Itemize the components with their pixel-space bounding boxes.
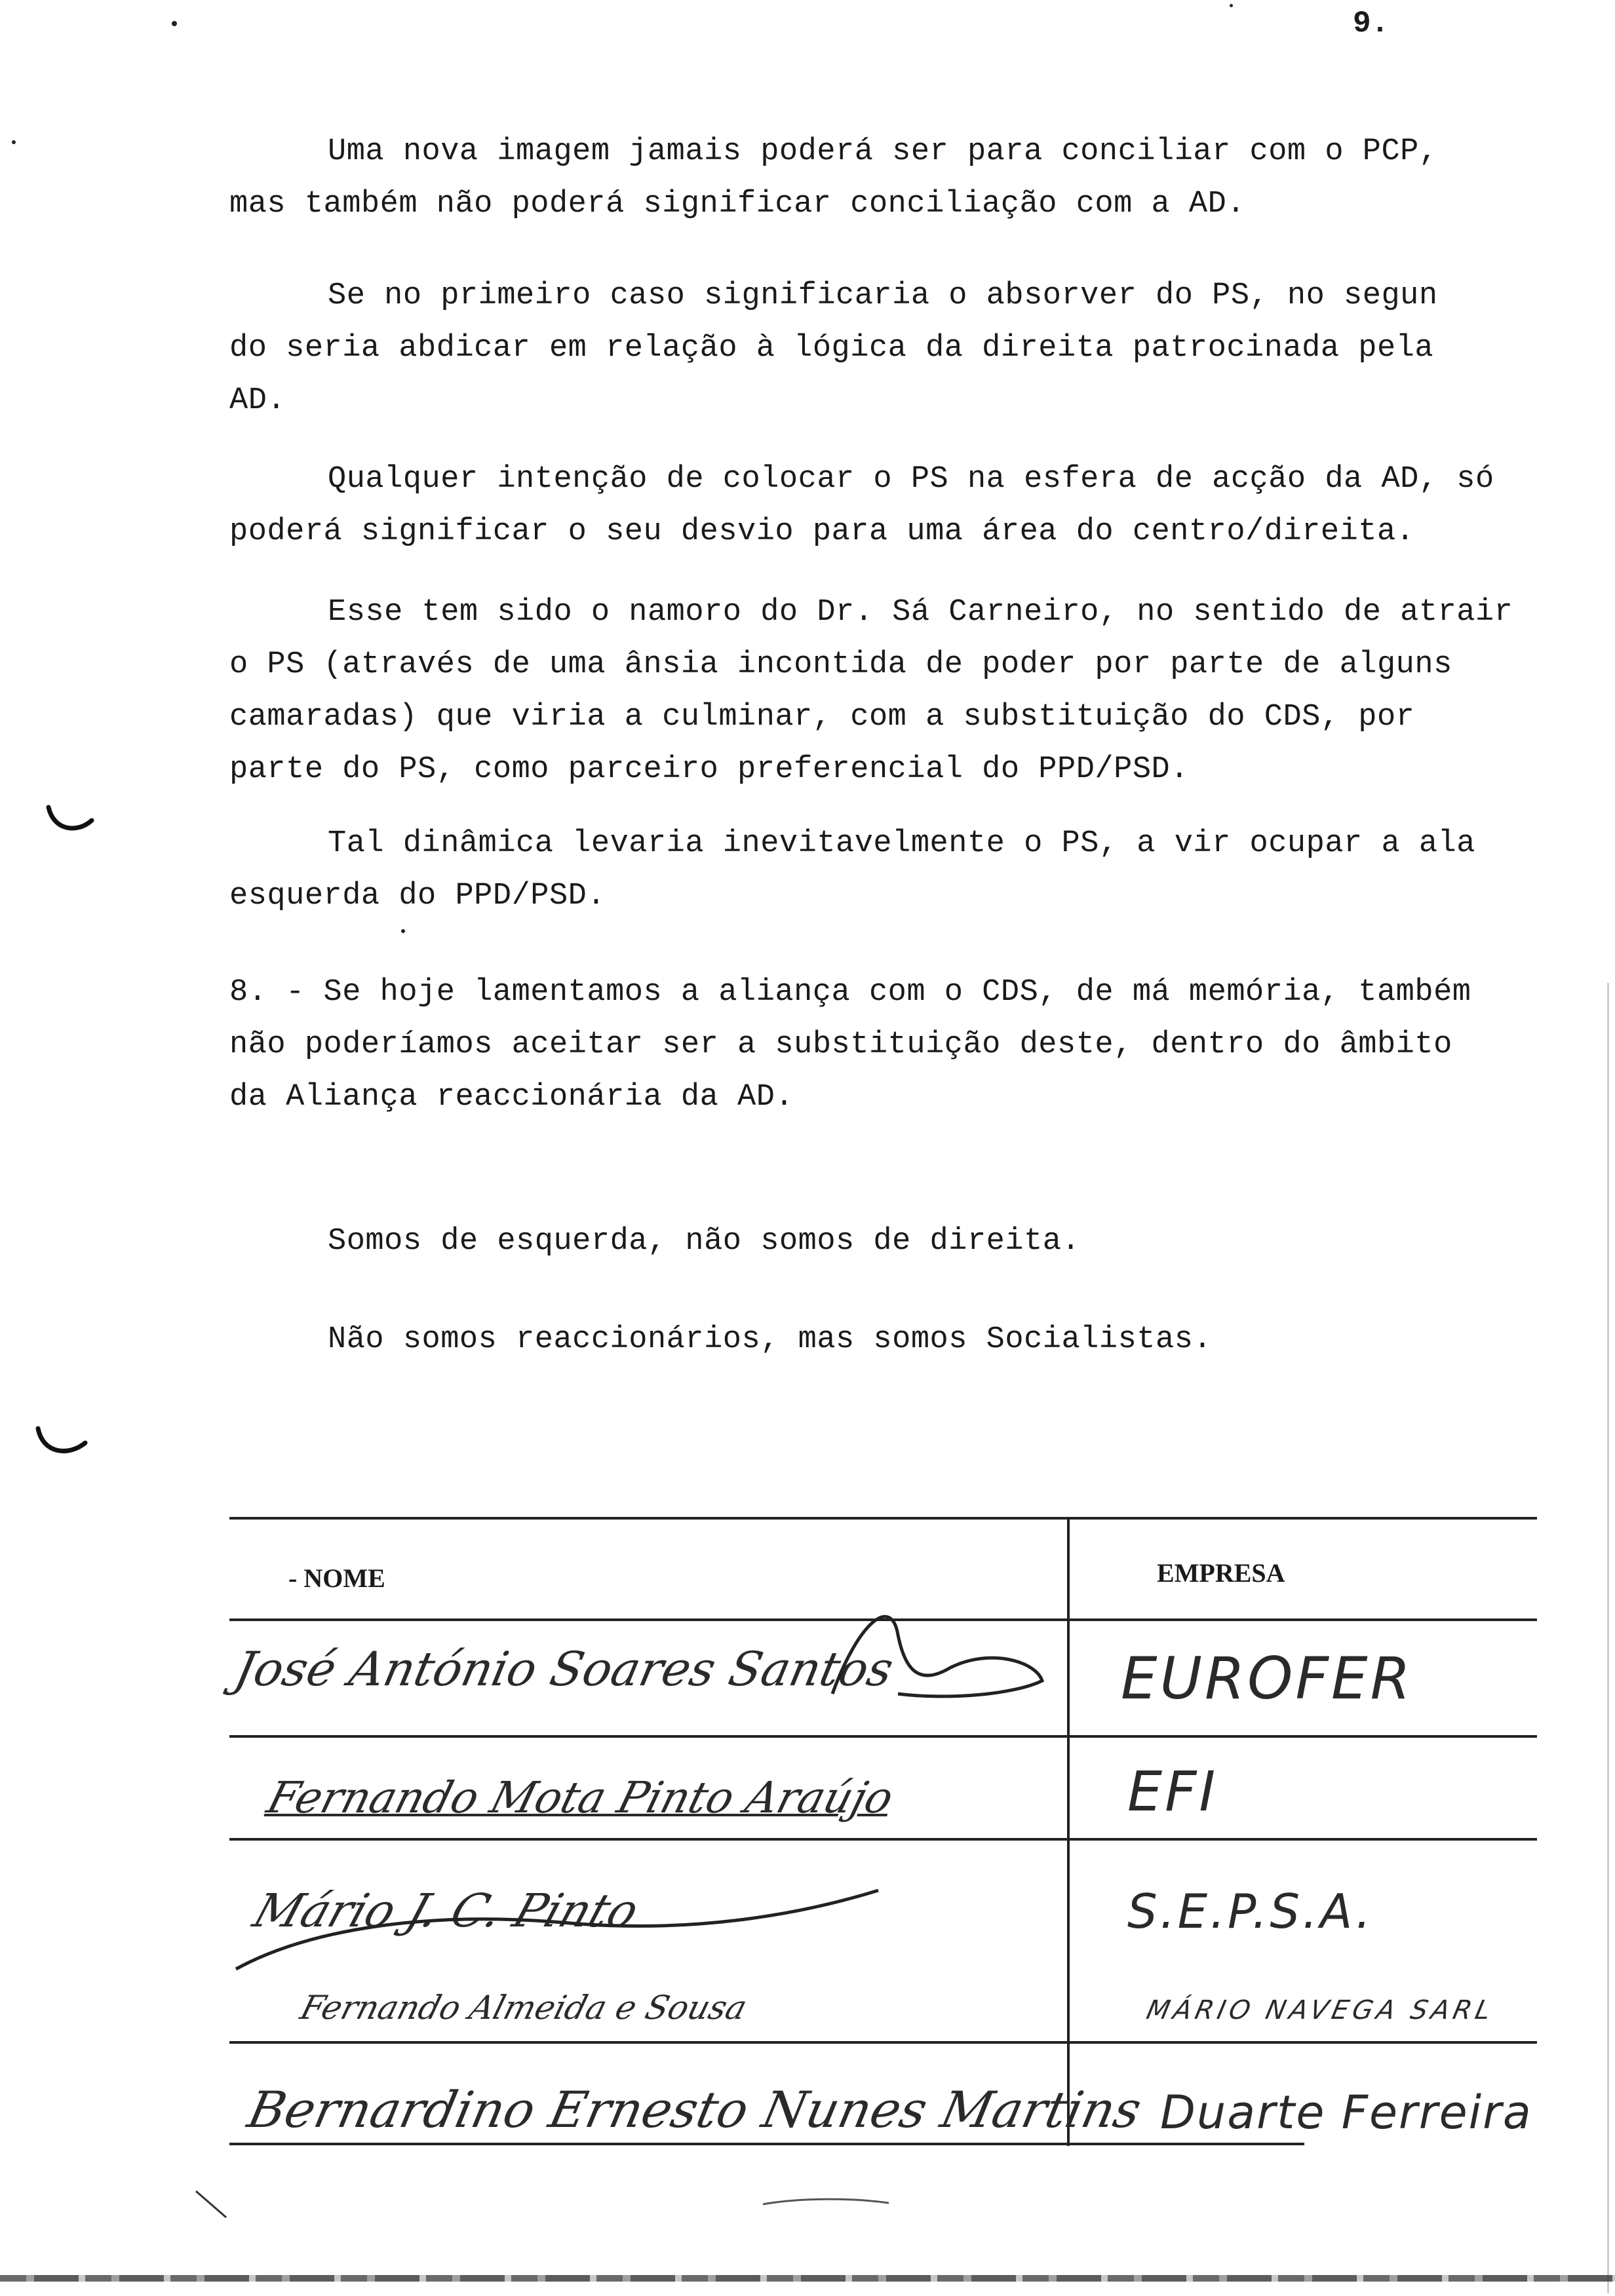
scan-dot xyxy=(1230,4,1233,7)
paragraph-pcp: Uma nova imagem jamais poderá ser para conciliar com o PCP, mas também não poderá significar conciliação com a AD. xyxy=(229,134,1438,221)
scan-dot xyxy=(172,21,177,26)
company-name: Duarte Ferreira xyxy=(1160,2086,1532,2139)
table-rule xyxy=(229,2041,1537,2044)
header-company: EMPRESA xyxy=(1157,1558,1285,1588)
company-name: EFI xyxy=(1127,1759,1218,1824)
paragraph-primeiro-caso: Se no primeiro caso significaria o absorver do PS, no segun do seria abdicar em relação à lógica da direita patrocinada pela AD. xyxy=(229,278,1438,418)
company-name: MÁRIO NAVEGA SARL xyxy=(1144,1995,1498,2025)
table-column-divider xyxy=(1067,1517,1070,2146)
table-rule xyxy=(229,1735,1537,1738)
signature-name: Fernando Almeida e Sousa xyxy=(296,1989,751,2027)
table-rule xyxy=(229,1838,1537,1841)
scan-dot xyxy=(401,929,405,933)
margin-mark-icon xyxy=(34,1426,89,1461)
scan-stroke-icon xyxy=(193,2189,233,2221)
signature-name: Mário J. C. Pinto xyxy=(246,1884,646,1938)
header-name: - NOME xyxy=(288,1563,385,1593)
company-name: EUROFER xyxy=(1121,1645,1413,1712)
scan-edge xyxy=(0,2275,1615,2282)
paragraph-intencao: Qualquer intenção de colocar o PS na esfera de acção da AD, só poderá significar o seu desvio para uma área do centro/direita. xyxy=(229,462,1494,549)
scan-dot xyxy=(12,140,16,144)
page-number: 9. xyxy=(1353,7,1390,41)
table-rule xyxy=(229,2143,1304,2145)
table-rule xyxy=(229,1517,1537,1520)
signature-flourish-icon xyxy=(229,1851,885,1982)
paragraph-dinamica: Tal dinâmica levaria inevitavelmente o PS, a vir ocupar a ala esquerda do PPD/PSD. xyxy=(229,826,1475,913)
signature-name: Fernando Mota Pinto Araújo xyxy=(262,1772,899,1823)
paragraph-ponto-8: 8. - Se hoje lamentamos a aliança com o CDS, de má memória, também não poderíamos aceitar ser a substituição deste, dentro do âmbito da Aliança reaccionária da AD. xyxy=(229,975,1471,1115)
signature-flourish-icon xyxy=(819,1596,1055,1727)
margin-mark-icon xyxy=(45,805,97,837)
scan-edge xyxy=(1607,983,1609,2293)
signature-name: José António Soares Santos xyxy=(230,1641,899,1696)
paragraph-socialistas: Não somos reaccionários, mas somos Socialistas. xyxy=(328,1322,1213,1357)
scan-stroke-icon xyxy=(760,2195,891,2208)
signature-name: Bernardino Ernesto Nunes Martins xyxy=(243,2080,1147,2139)
company-name: S.E.P.S.A. xyxy=(1127,1884,1374,1939)
signature-table xyxy=(229,1517,1537,2146)
paragraph-namoro: Esse tem sido o namoro do Dr. Sá Carneiro, no sentido de atrair o PS (através de uma ânsia incontida de poder por parte de alguns camaradas) que viria a culminar, com a substituição do CDS, por parte do PS, como parceiro preferencial do PPD/PSD. xyxy=(229,595,1513,787)
paragraph-esquerda: Somos de esquerda, não somos de direita. xyxy=(328,1224,1081,1259)
